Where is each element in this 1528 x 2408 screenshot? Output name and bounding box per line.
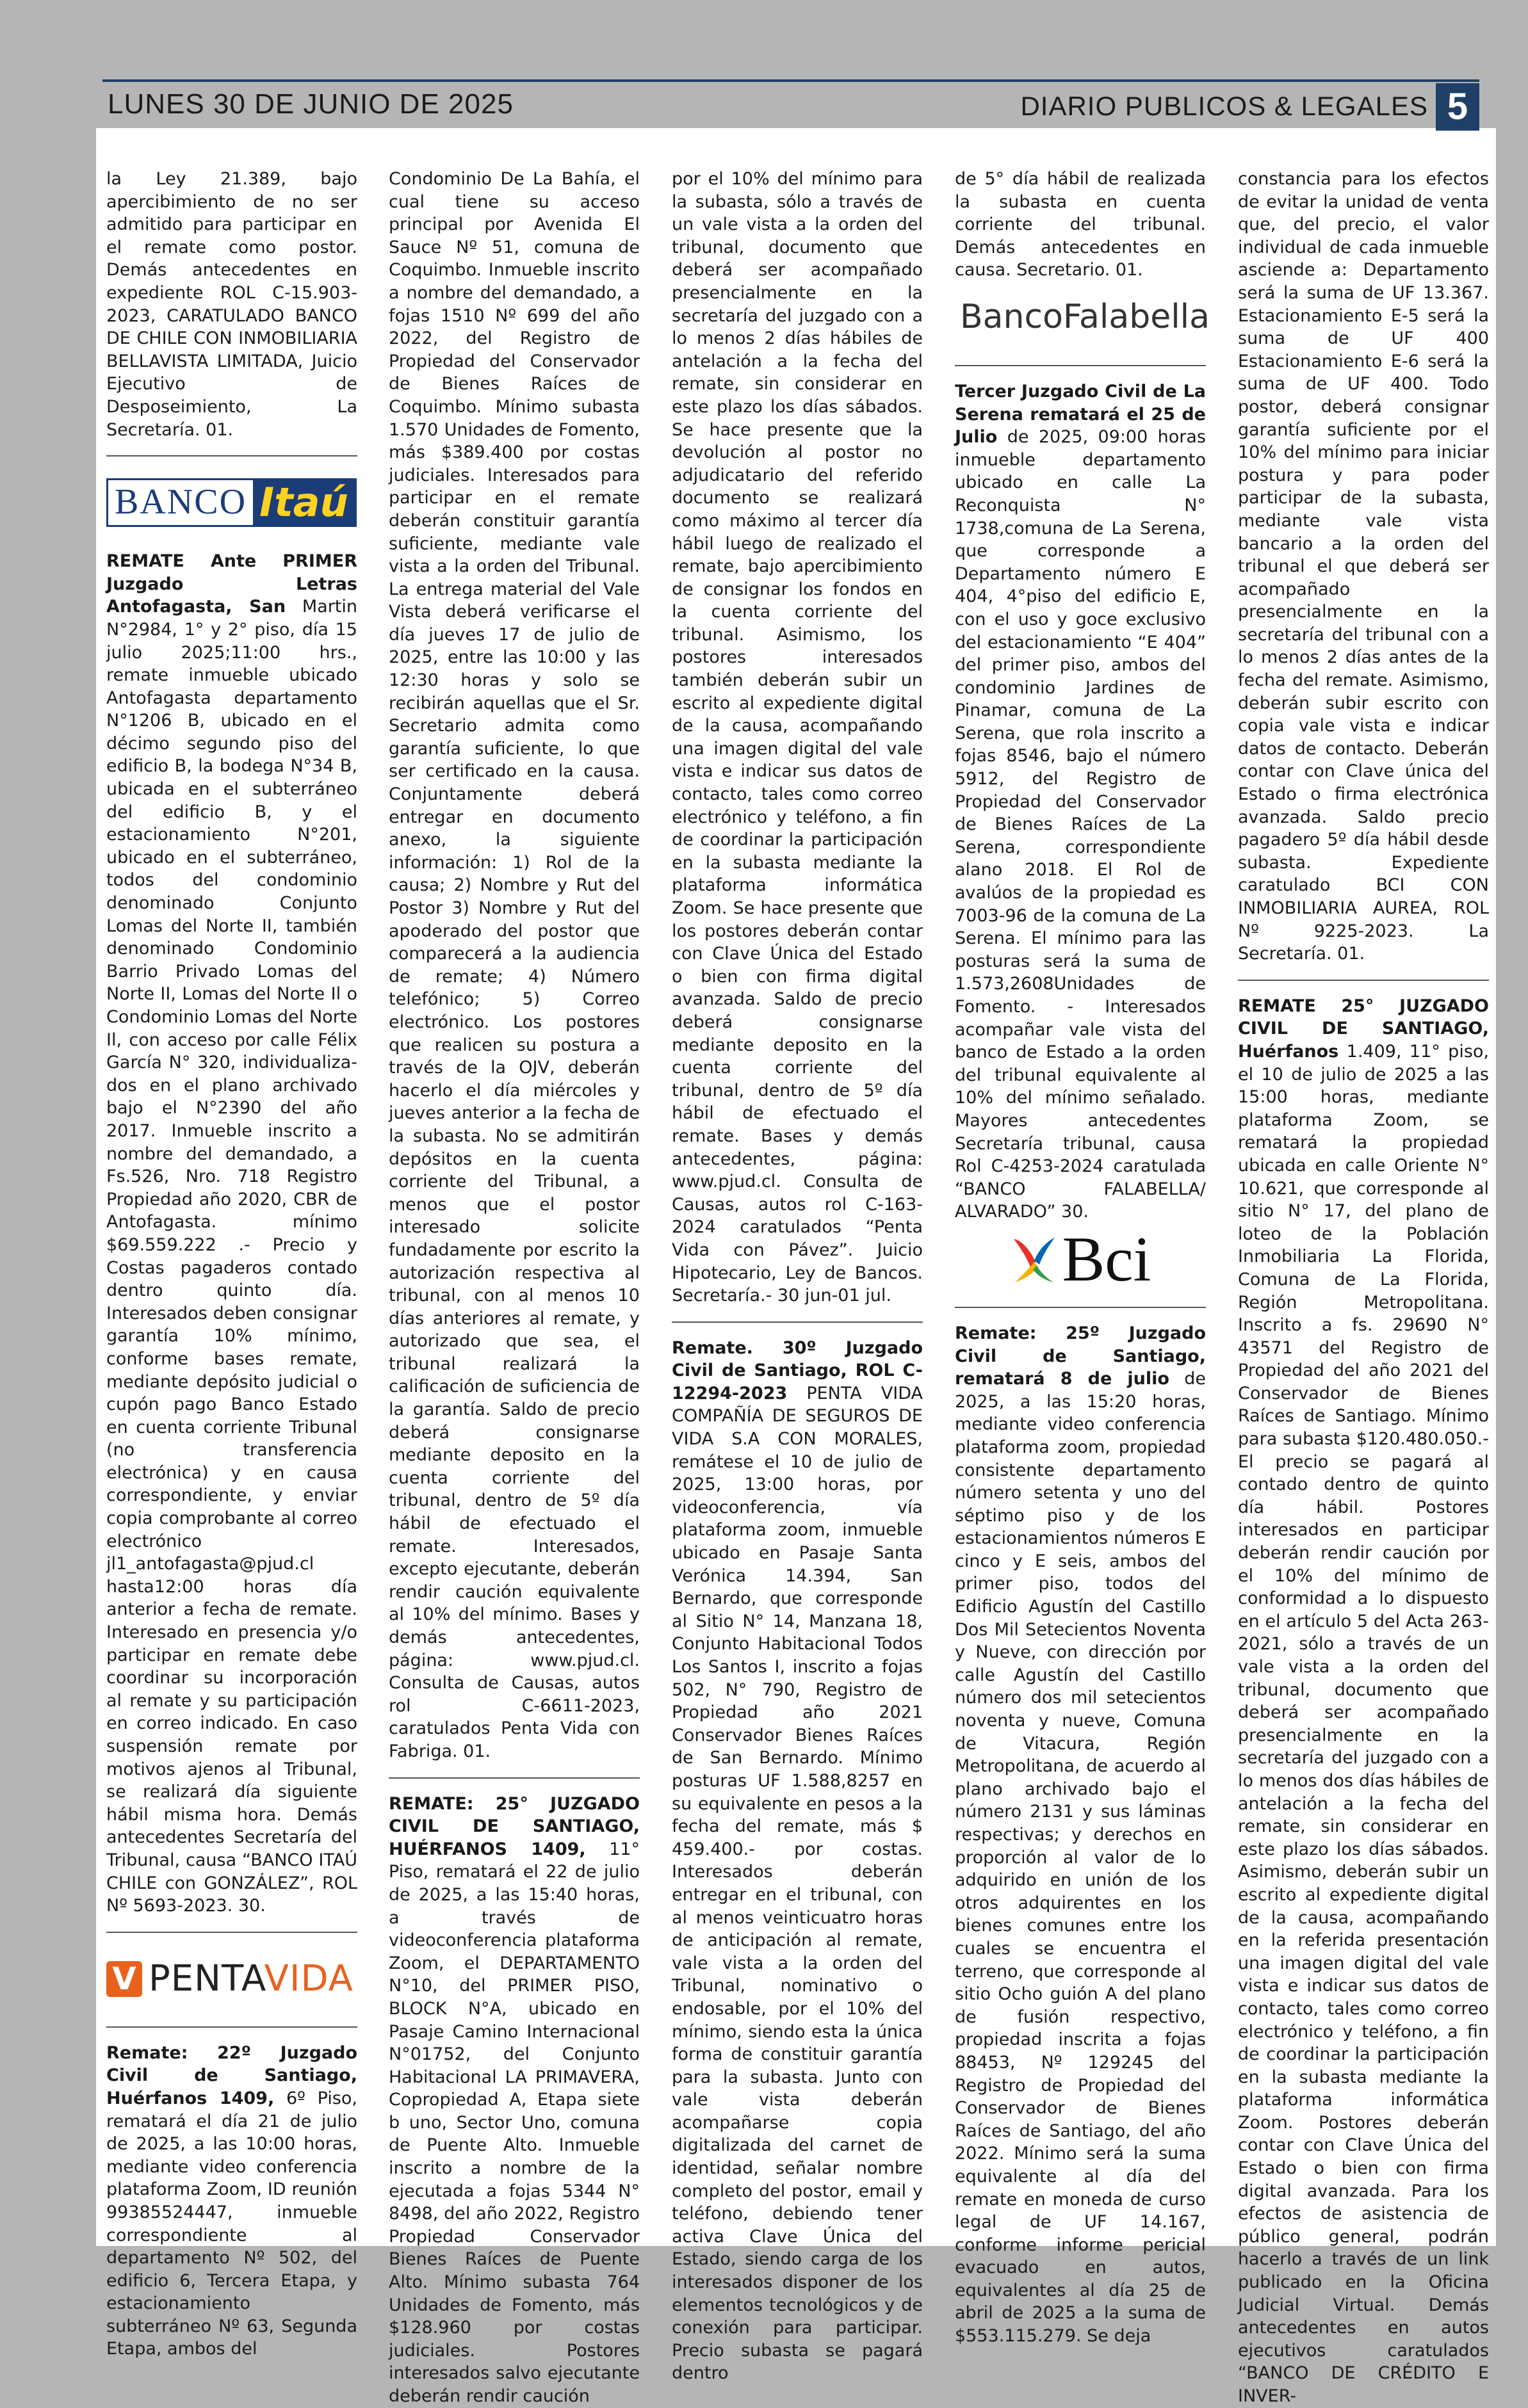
divider — [1238, 980, 1489, 981]
column-1 — [106, 168, 357, 2359]
header-publication: DIARIO PUBLICOS & LEGALES — [1020, 91, 1428, 121]
notice-remate-30-juzgado — [672, 1337, 923, 2385]
page-header — [102, 79, 1479, 129]
banco-falabella-logo — [955, 286, 1210, 350]
notice-text: por el 10% del mínimo para la subasta, sólo a través de un vale vista a la orden del tribunal, documento que deberá ser acompañado presencialmente en la secretaría del juzgado con a lo menos 2 días hábiles de antelación a la fecha del remate, sin considerar en este plazo los días sábados. Se hace presente que la devolución al postor no adjudicatario del referido documento se realizará como máximo al tercer día hábil luego de realizado el remate, bajo apercibimiento de consignar los fondos en la cuenta corriente del tribunal. Asimismo, los postores interesados también deberán subir un escrito al expediente digital de la causa, acompañando una imagen digital del vale vista e indicar sus datos de contacto, tales como correo electrónico y teléfono, a fin de coordinar la participación en la subasta mediante la plataforma informática Zoom. Se hace presente que los postores deberán contar con Clave Única del Estado o bien con firma digital avanzada. Saldo de precio deberá consignarse mediante deposito en la cuenta corriente del tribunal, dentro de 5º día hábil de efectuado el remate. Bases y demás antecedentes, página: www.pjud.cl. Consulta de Causas, autos rol C-163-2024 caratulados “Penta Vida con Pávez”. Juicio Hipotecario, Ley de Bancos. Secretaría.- 30 jun-01 jul. — [672, 169, 923, 1306]
penta-mark-icon: V — [106, 1961, 142, 1997]
notice-body: PENTA VIDA COMPAÑÍA DE SEGUROS DE VIDA S.A CON MORALES, remátese el 10 de julio de 2025, 13:00 horas, por videoconferencia, vía plataforma zoom, inmueble ubicado en Pasaje Santa Verónica 14.394, San Bernardo, que corresponde al Sitio N° 14, Manzana 18, Conjunto Habitacional Todos Los Santos I, inscrito a fojas 502, N° 790, Registro de Propiedad año 2021 Conservador Bienes Raíces de San Bernardo. Mínimo posturas UF 1.588,8257 en su equivalente en pesos a la fecha del remate, más $ 459.400.- por costas. Interesados deberán entregar en el tribunal, con al menos veinticuatro horas de anticipación al remate, vale vista a la orden del Tribunal, nominativo o endosable, por el 10% del mínimo, siendo esta la única forma de constituir garantía para la subasta. Junto con vale vista deberán acompañarse copia digitalizada del carnet de identidad, señalar nombre completo del postor, email y teléfono, debiendo tener activa Clave Única del Estado, siendo carga de los interesados disponer de los elementos tecnológicos y de conexión para participar. Precio subasta se pagará dentro — [672, 1383, 923, 2384]
header-date: LUNES 30 DE JUNIO DE 2025 — [108, 88, 514, 120]
bci-x-icon — [1010, 1234, 1059, 1285]
notice-text: constancia para los efectos de evitar la unidad de venta que, del precio, el valor individual de cada inmueble asciende a: Departamento será la suma de UF 13.367. Estacionamiento E-5 será la suma de UF 400 Estacionamiento E-6 será la suma de UF 400. Todo postor, deberá consignar garantía suficiente por el 10% del mínimo para iniciar postura y para poder participar de la subasta, mediante vale vista bancario a la orden del tribunal el que deberá ser acompañado presencialmente en la secretaría del tribunal con a lo menos 2 días antes de la fecha del remate. Asimismo, deberán subir escrito con copia vale vista e indicar datos de contacto. Deberán contar con Clave única del Estado o firma electrónica avanzada. Saldo precio pagadero 5º día hábil desde subasta. Expediente caratulado BCI CON INMOBILIARIA AUREA, ROL Nº 9225-2023. La Secretaría. 01. — [1238, 169, 1489, 964]
notice-remate-25-juzgado-la-florida — [1238, 995, 1489, 2408]
banco-itau-logo — [106, 471, 357, 535]
notice-body: de 2025, 09:00 horas inmueble departamento ubicado en calle La Reconquista N° 1738,comuna de La Serena, que corresponde a Departamento número E 404, 4°piso del edificio E, con el uso y goce exclusivo del estacionamiento “E 404” del primer piso, ambos del condominio Jardines de Pinamar, comuna de La Serena, que rola inscrito a fojas 8546, bajo el número 5912, del Registro de Propiedad del Conservador de Bienes Raíces de La Serena, correspondiente alano 2018. El Rol de avalúos de la propiedad es 7003-96 de la comuna de La Serena. El mínimo para las posturas será la suma de 1.573,2608Unidades de Fomento. - Interesados acompañar vale vista del banco de Estado a la orden del tribunal equivalente al 10% del mínimo señalado. Mayores antecedentes Secretaría tribunal, causa Rol C-4253-2024 caratulada “BANCO FALABELLA/ ALVARADO” 30. — [955, 427, 1206, 1222]
notice-body: 11° Piso, rematará el 22 de julio de 2025, a las 15:40 horas, a través de videoconferencia plataforma Zoom, el DEPARTAMENTO N°10, del PRIMER PISO, BLOCK N°A, ubicado en Pasaje Camino Internacional N°01752, del Conjunto Habitacional LA PRIMAVERA, Copropiedad A, Etapa siete b uno, Sector Uno, comuna de Puente Alto. Inmueble inscrito a nombre de la ejecutada a fojas 5344 N° 8498, del año 2022, Registro Propiedad Conservador Bienes Raíces de Puente Alto. Mínimo subasta 764 Unidades de Fomento, más $128.960 por costas judiciales. Postores interesados salvo ejecutante deberán rendir caución — [389, 1839, 640, 2406]
notice-body: Martin N°2984, 1° y 2° piso, día 15 julio 2025;11:00 hrs., remate inmueble ubicado Antofagasta departamento N°1206 B, ubicado en el décimo segundo piso del edificio B, la bodega N°34 B, ubicada en el subterráneo del edificio B, y el estacionamiento N°201, ubicado en el subterráneo, todos del condominio denominado Conjunto Lomas del Norte II, también denominado Condominio Barrio Privado Lomas del Norte II, Lomas del Norte Il o Condominio Lomas del Norte Il, con acceso por calle Félix García N° 320, individualiza-dos en el plano archivado bajo el N°2390 del año 2017. Inmueble inscrito a nombre del demandado, a Fs.526, Nro. 718 Registro Propiedad año 2020, CBR de Antofagasta. mínimo $69.559.222 .- Precio y Costas pagaderos contado dentro quinto día. Interesados deben consignar garantía 10% mínimo, conforme bases remate, mediante depósito judicial o cupón pago Banco Estado en cuenta corriente Tribunal (no transferencia electrónica) y en causa correspondiente, y enviar copia comprobante al correo electrónico jl1_antofagasta@pjud.cl hasta12:00 horas día anterior a fecha de remate. Interesado en presencia y/o participar en remate debe coordinar su incorporación al remate y su participación en correo indicado. En caso suspensión remate por motivos ajenos al Tribunal, se realizará día siguiente hábil misma hora. Demás antecedentes Secretaría del Tribunal, causa “BANCO ITAÚ CHILE con GONZÁLEZ”, ROL Nº 5693-2023. 30. — [106, 597, 357, 1916]
logo-vida-text: VIDA — [264, 1957, 354, 2000]
logo-banco-text: BANCO — [115, 482, 247, 522]
notice-remate-22-juzgado — [106, 2042, 357, 2361]
logo-penta-text: PENTA — [149, 1957, 264, 2000]
notice-heading: REMATE: 25° JUZGADO CIVIL DE SANTIAGO, HUÉRFANOS 1409, — [389, 1793, 640, 1859]
divider — [955, 365, 1206, 366]
page-number: 5 — [1436, 83, 1479, 131]
notice-remate-25-juzgado-vitacura — [955, 1322, 1206, 2348]
penta-vida-logo — [106, 1947, 357, 2011]
divider — [106, 455, 357, 457]
notice-heading: REMATE Ante PRIMER Juzgado Letras Antofagasta, San — [106, 551, 357, 617]
logo-bci-text: Bci — [1062, 1224, 1151, 1295]
logo-itau-text: Itaú — [253, 480, 355, 525]
notice-heading: Remate: 25º Juzgado Civil de Santiago, rematará 8 de julio — [955, 1323, 1206, 1389]
notice-body: de 2025, a las 15:20 horas, mediante video conferencia plataforma zoom, propiedad consistente departamento número setenta y uno del séptimo piso y de los estacionamientos números E cinco y E seis, ambos del primer piso, todos del Edificio Agustín del Castillo Dos Mil Setecientos Noventa y Nueve, con dirección por calle Agustín del Castillo número dos mil setecientos noventa y nueve, Comuna de Vitacura, Región Metropolitana, de acuerdo al plano archivado bajo el número 2131 y sus láminas respectivas; y derechos en proporción al valor de lo adquirido en unión de los otros adquirentes en los bienes comunes entre los cuales se encuentra el terreno, que corresponde al sitio Ocho guión A del plano de fusión respectivo, propiedad inscrita a fojas 88453, Nº 129245 del Registro de Propiedad del Conservador de Bienes Raíces de Santiago, del año 2022. Mínimo será la suma equivalente al día del remate en moneda de curso legal de UF 14.167, conforme informe pericial evacuado en autos, equivalentes al día 25 de abril de 2025 a la suma de $553.115.279. Se deja — [955, 1369, 1206, 2347]
divider — [672, 1321, 923, 1323]
notice-text: la Ley 21.389, bajo apercibimiento de no ser admitido para participar en el remate como postor. Demás antecedentes en expediente ROL C-15.903-2023, CARATULADO BANCO DE CHILE CON INMOBILIARIA BELLAVISTA LIMITADA, Juicio Ejecutivo de Desposeimiento, La Secretaría. 01. — [106, 169, 357, 440]
notice-remate-antofagasta — [106, 550, 357, 1918]
notice-text: Condominio De La Bahía, el cual tiene su acceso principal por Avenida El Sauce Nº 51, comuna de Coquimbo. Inmueble inscrito a nombre del demandado, a fojas 1510 Nº 699 del año 2022, del Registro de Propiedad del Conservador de Bienes Raíces de Coquimbo. Mínimo subasta 1.570 Unidades de Fomento, más $389.400 por costas judiciales. Interesados para participar en el remate deberán constituir garantía suficiente, mediante vale vista a la orden del Tribunal. La entrega material del Vale Vista deberá verificarse el día jueves 17 de julio de 2025, entre las 10:00 y las 12:30 horas y solo se recibirán aquellas que el Sr. Secretario admita como garantía suficiente, lo que ser certificado en la causa. Conjuntamente deberá entregar en documento anexo, la siguiente información: 1) Rol de la causa; 2) Nombre y Rut del Postor 3) Nombre y Rut del apoderado del postor que comparecerá a la audiencia de remate; 4) Número telefónico; 5) Correo electrónico. Los postores que realicen su postura a través de la OJV, deberán hacerlo el día miércoles y jueves anterior a la fecha de la subasta. No se admitirán depósitos en la cuenta corriente del Tribunal, a menos que el postor interesado solicite fundadamente por escrito la autorización respectiva al tribunal, con al menos 10 días anteriores al remate, y autorizado que sea, el tribunal realizará la calificación de suficiencia de la garantía. Saldo de precio deberá consignarse mediante deposito en la cuenta corriente del tribunal, dentro de 5º día hábil de efectuado el remate. Interesados, excepto ejecutante, deberán rendir caución equivalente al 10% del mínimo. Bases y demás antecedentes, página: www.pjud.cl. Consulta de Causas, autos rol C-6611-2023, caratulados Penta Vida con Fabriga. 01. — [389, 169, 640, 1761]
notice-heading: REMATE 25° JUZGADO CIVIL DE SANTIAGO, Huérfanos — [1238, 996, 1489, 1062]
notice-text: de 5° día hábil de realizada la subasta en cuenta corriente del tribunal. Demás antecedentes en causa. Secretario. 01. — [955, 169, 1206, 280]
logo-banco-text: Banco — [960, 298, 1063, 337]
notice-body: 1.409, 11° piso, el 10 de julio de 2025 a las 15:00 horas, mediante plataforma Zoom, se rematará la propiedad ubicada en calle Oriente N° 10.621, que corresponde al sitio N° 17, del plano de loteo de la Población Inmobiliaria La Florida, Comuna de La Florida, Región Metropolitana. Inscrito a fs. 29690 N° 43571 del Registro de Propiedad del año 2021 del Conservador de Bienes Raíces de Santiago. Mínimo para subasta $120.480.050.- El precio se pagará al contado dentro de quinto día hábil. Postores interesados en participar deberán rendir caución por el 10% del mínimo de conformidad a lo dispuesto en el artículo 5 del Acta 263-2021, sólo a través de un vale vista a la orden del tribunal, documento que deberá ser acompañado presencialmente en la secretaría del juzgado con a lo menos dos días hábiles de antelación a la fecha del remate, sin considerar en este plazo los días sábados. Asimismo, deberán subir un escrito al expediente digital de la causa, acompañando en la referida presentación una imagen digital del vale vista e indicar sus datos de contacto, tales como correo electrónico y teléfono, a fin de coordinar la participación en la subasta mediante la plataforma informática Zoom. Postores deberán contar con Clave Única del Estado o bien con firma digital avanzada. Para los efectos de asistencia de público general, podrán hacerlo a través de un link publicado en la Oficina Judicial Virtual. Demás antecedentes en autos ejecutivos caratulados “BANCO DE CRÉDITO E INVER- — [1238, 1041, 1489, 2406]
column-5 — [1238, 168, 1489, 2406]
divider — [106, 1932, 357, 1933]
column-2 — [389, 168, 640, 2406]
column-4 — [955, 168, 1210, 2347]
bci-logo — [955, 1224, 1206, 1295]
divider — [955, 1307, 1206, 1308]
divider — [106, 2026, 357, 2028]
notice-heading: Tercer Juzgado Civil de La Serena rematará el 25 de Julio — [955, 381, 1206, 448]
logo-falabella-text: Falabella — [1062, 298, 1210, 337]
notice-body: 6º Piso, rematará el día 21 de julio de 2025, a las 10:00 horas, mediante video conferencia plataforma Zoom, ID reunión 99385524447, inmueble correspondiente al departamento Nº 502, del edificio 6, Tercera Etapa, y estacionamiento subterráneo Nº 63, Segunda Etapa, ambos del — [106, 2088, 357, 2359]
notice-tercer-juzgado-la-serena — [955, 380, 1206, 1224]
column-3 — [672, 168, 923, 2384]
notice-heading: Remate. 30º Juzgado Civil de Santiago, ROL C-12294-2023 — [672, 1337, 923, 1403]
notice-remate-25-juzgado — [389, 1793, 640, 2408]
divider — [389, 1777, 640, 1779]
notice-heading: Remate: 22º Juzgado Civil de Santiago, Huérfanos 1409, — [106, 2042, 357, 2108]
